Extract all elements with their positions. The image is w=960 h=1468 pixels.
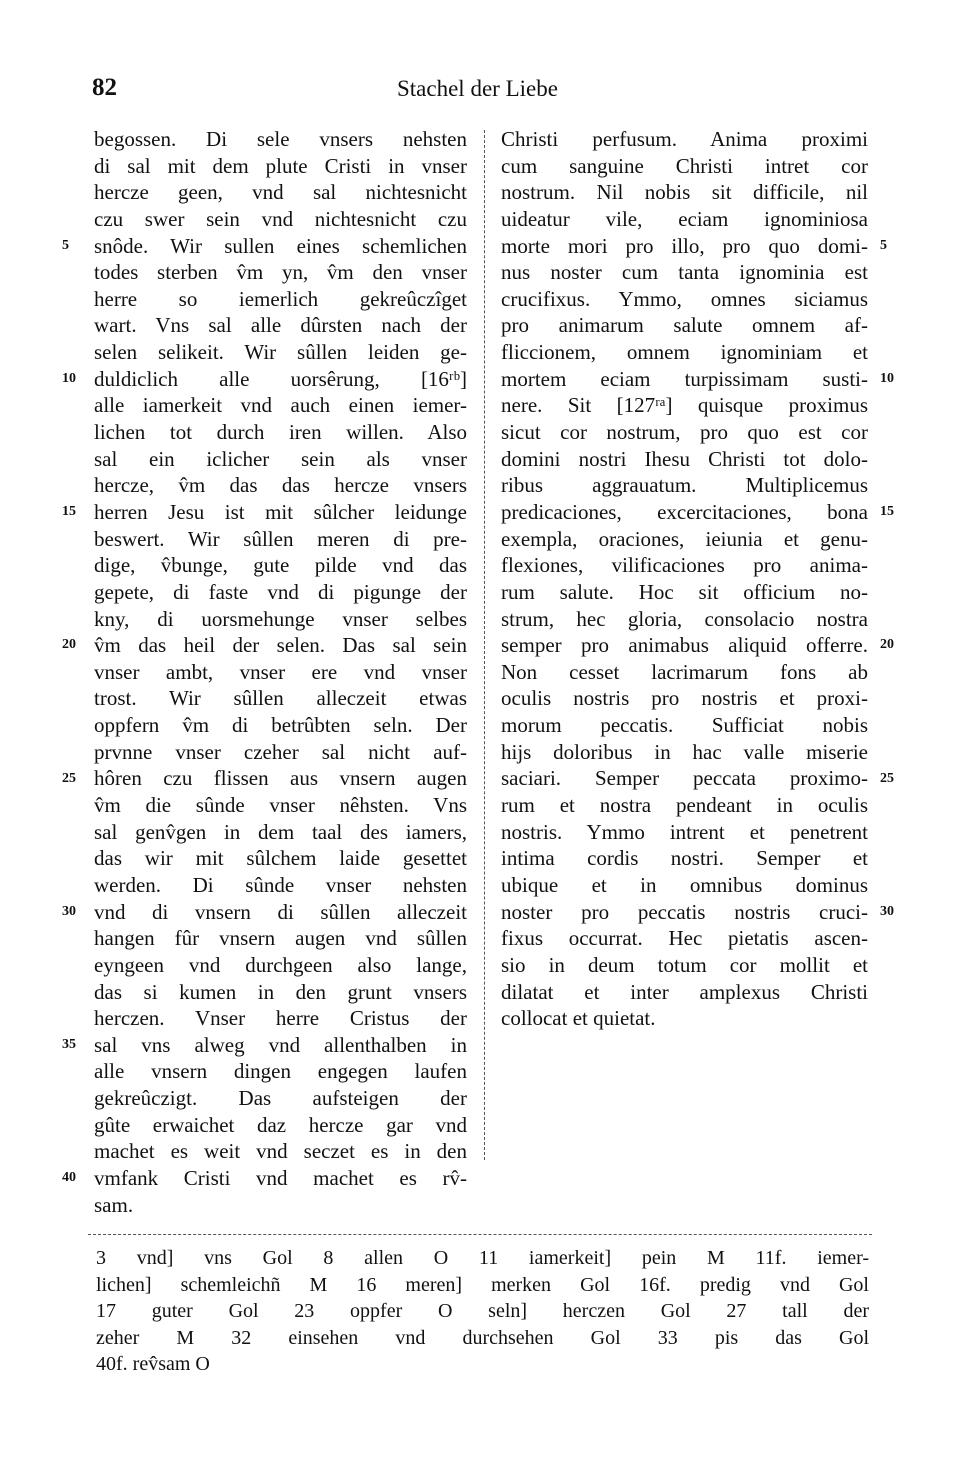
text-line: sam. (94, 1192, 134, 1217)
text-line: nostris. Ymmo intrent et penetrent (501, 819, 868, 844)
text-line: wart. Vns sal alle dûrsten nach der (94, 313, 467, 338)
text-line: herre so iemerlich gekreûczîget (94, 286, 467, 311)
text-line: ubique et in omnibus dominus (501, 872, 868, 897)
text-line: exempla, oraciones, ieiunia et genu- (501, 526, 868, 551)
text-line: flexiones, vilificaciones pro anima- (501, 553, 868, 578)
text-line: gepete, di faste vnd di pigunge der (94, 579, 467, 604)
text-line: czu swer sein vnd nichtesnicht czu (94, 206, 467, 231)
text-line: cum sanguine Christi intret cor (501, 153, 868, 178)
line-number: 15 (880, 504, 894, 520)
text-line: hôren czu flissen aus vnsern augen (94, 766, 467, 791)
text-line: werden. Di sûnde vnser nehsten (94, 872, 467, 897)
apparatus-line: lichen] schemleichñ M 16 meren] merken Gol 16f. predig vnd Gol (96, 1273, 869, 1296)
text-line: Non cesset lacrimarum fons ab (501, 659, 868, 684)
text-line: fixus occurrat. Hec pietatis ascen- (501, 926, 868, 951)
text-line: Christi perfusum. Anima proximi (501, 127, 868, 151)
text-line: sal ein iclicher sein als vnser (94, 446, 467, 471)
line-number: 10 (62, 370, 76, 386)
line-number: 5 (880, 237, 887, 253)
text-line: uideatur vile, eciam ignominiosa (501, 206, 868, 231)
text-line: nus noster cum tanta ignominia est (501, 260, 868, 285)
line-number: 20 (62, 637, 76, 653)
page-header (92, 74, 872, 108)
text-line: nostrum. Nil nobis sit difficile, nil (501, 180, 868, 205)
line-number: 20 (880, 637, 894, 653)
text-line: v̂m das heil der selen. Das sal sein (94, 633, 467, 658)
text-line: sicut cor nostrum, pro quo est cor (501, 420, 868, 445)
text-line: gûte erwaichet daz hercze gar vnd (94, 1112, 467, 1137)
text-line: todes sterben v̂m yn, v̂m den vnser (94, 260, 467, 285)
page-number: 82 (92, 74, 117, 101)
text-line: gekreûczigt. Das aufsteigen der (94, 1086, 467, 1111)
text-line: intima cordis nostri. Semper et (501, 846, 868, 871)
critical-apparatus (96, 1245, 869, 1378)
text-line: hangen fûr vnsern augen vnd sûllen (94, 926, 467, 951)
text-line: strum, hec gloria, consolacio nostra (501, 606, 868, 631)
line-number: 25 (880, 770, 894, 786)
line-number: 40 (62, 1170, 76, 1186)
text-line: di sal mit dem plute Cristi in vnser (94, 153, 467, 178)
text-line: lichen tot durch iren willen. Also (94, 420, 467, 445)
text-line: vnser ambt, vnser ere vnd vnser (94, 659, 467, 684)
text-line: rum salute. Hoc sit officium no- (501, 579, 868, 604)
text-line: hercze geen, vnd sal nichtesnicht (94, 180, 467, 205)
text-line: oppfern v̂m di betrûbten seln. Der (94, 713, 467, 738)
latin-text-column (501, 126, 868, 1032)
text-line: snôde. Wir sullen eines schemlichen (94, 233, 467, 258)
text-line: crucifixus. Ymmo, omnes siciamus (501, 286, 868, 311)
column-divider (484, 130, 485, 1160)
line-number: 35 (62, 1037, 76, 1053)
line-number: 30 (62, 903, 76, 919)
text-line: begossen. Di sele vnsers nehsten (94, 127, 467, 151)
apparatus-line: 40f. rev̂sam O (96, 1353, 210, 1375)
text-line: kny, di uorsmehunge vnser selbes (94, 606, 467, 631)
line-number: 15 (62, 504, 76, 520)
text-line: nere. Sit [127ʳᵃ] quisque proximus (501, 393, 868, 418)
text-line: vnd di vnsern di sûllen alleczeit (94, 899, 467, 924)
text-line: das si kumen in den grunt vnsers (94, 979, 467, 1004)
text-line: sal genv̂gen in dem taal des iamers, (94, 819, 467, 844)
running-title: Stachel der Liebe (397, 76, 558, 101)
text-line: herczen. Vnser herre Cristus der (94, 1006, 467, 1031)
text-line: dilatat et inter amplexus Christi (501, 979, 868, 1004)
text-line: domini nostri Ihesu Christi tot dolo- (501, 446, 868, 471)
text-line: das wir mit sûlchem laide gesettet (94, 846, 467, 871)
apparatus-line: 17 guter Gol 23 oppfer O seln] herczen Gol 27 tall der (96, 1300, 869, 1322)
text-line: predicaciones, excercitaciones, bona (501, 499, 868, 524)
text-line: saciari. Semper peccata proximo- (501, 766, 868, 791)
text-line: herren Jesu ist mit sûlcher leidunge (94, 499, 467, 524)
text-line: duldiclich alle uorsêrung, [16ʳᵇ] (94, 366, 467, 391)
text-line: hercze, v̂m das das hercze vnsers (94, 473, 467, 498)
text-line: v̂m die sûnde vnser nêhsten. Vns (94, 793, 467, 818)
line-number: 25 (62, 770, 76, 786)
text-line: fliccionem, omnem ignominiam et (501, 340, 868, 365)
text-line: dige, v̂bunge, gute pilde vnd das (94, 553, 467, 578)
apparatus-rule (88, 1234, 872, 1235)
text-line: semper pro animabus aliquid offerre. (501, 633, 868, 658)
text-line: ribus aggrauatum. Multiplicemus (501, 473, 868, 498)
text-line: morum peccatis. Sufficiat nobis (501, 713, 868, 738)
text-line: collocat et quietat. (501, 1006, 656, 1031)
text-line: sal vns alweg vnd allenthalben in (94, 1032, 467, 1057)
text-line: pro animarum salute omnem af- (501, 313, 868, 338)
text-line: machet es weit vnd seczet es in den (94, 1139, 467, 1164)
apparatus-line: 3 vnd] vns Gol 8 allen O 11 iamerkeit] pein M 11f. iemer- (96, 1247, 869, 1269)
line-number: 30 (880, 903, 894, 919)
text-line: prvnne vnser czeher sal nicht auf- (94, 739, 467, 764)
text-line: trost. Wir sûllen alleczeit etwas (94, 686, 467, 711)
text-line: beswert. Wir sûllen meren di pre- (94, 526, 467, 551)
text-line: alle vnsern dingen engegen laufen (94, 1059, 467, 1084)
text-line: sio in deum totum cor mollit et (501, 952, 868, 977)
text-line: hijs doloribus in hac valle miserie (501, 739, 868, 764)
text-line: morte mori pro illo, pro quo domi- (501, 233, 868, 258)
text-line: noster pro peccatis nostris cruci- (501, 899, 868, 924)
line-number: 10 (880, 370, 894, 386)
text-line: vmfank Cristi vnd machet es rv̂- (94, 1165, 467, 1190)
text-line: rum et nostra pendeant in oculis (501, 793, 868, 818)
text-line: alle iamerkeit vnd auch einen iemer- (94, 393, 467, 418)
line-number: 5 (62, 237, 69, 253)
text-line: oculis nostris pro nostris et proxi- (501, 686, 868, 711)
german-text-column (94, 126, 467, 1218)
text-line: eyngeen vnd durchgeen also lange, (94, 952, 467, 977)
text-line: mortem eciam turpissimam susti- (501, 366, 868, 391)
text-line: selen selikeit. Wir sûllen leiden ge- (94, 340, 467, 365)
apparatus-line: zeher M 32 einsehen vnd durchsehen Gol 33 pis das Gol (96, 1326, 869, 1349)
